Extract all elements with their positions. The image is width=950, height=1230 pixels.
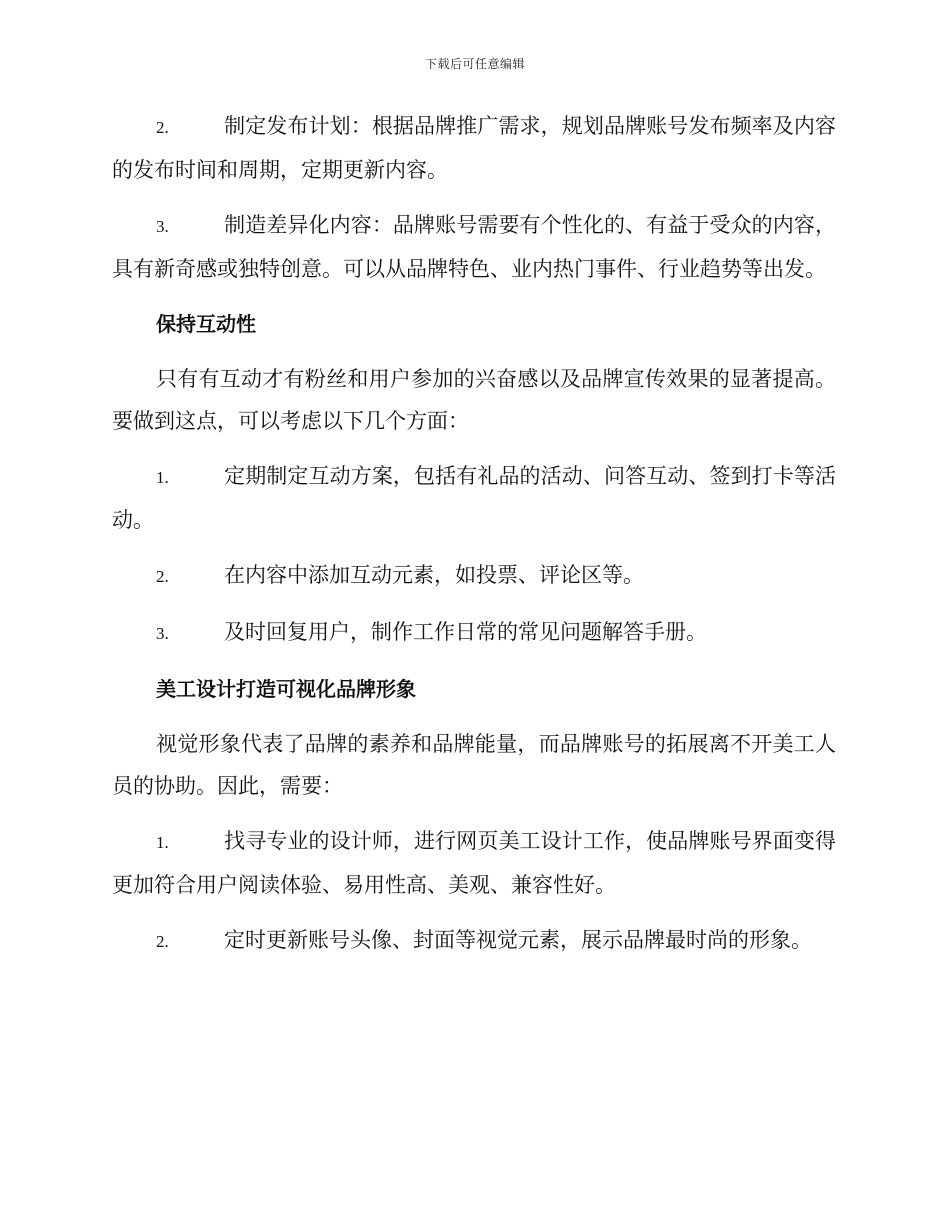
list-item <box>112 919 836 963</box>
list-item <box>112 554 836 598</box>
list-number: 1. <box>156 833 169 852</box>
list-text: 及时回复用户，制作工作日常的常见问题解答手册。 <box>224 620 707 644</box>
list-number: 3. <box>156 624 169 643</box>
list-item <box>112 105 836 191</box>
list-text: 制造差异化内容：品牌账号需要有个性化的、有益于受众的内容，具有新奇感或独特创意。可以从品牌特色、业内热门事件、行业趋势等出发。 <box>112 213 836 281</box>
list-number: 3. <box>156 217 169 236</box>
list-item <box>112 611 836 655</box>
list-text: 制定发布计划：根据品牌推广需求，规划品牌账号发布频率及内容的发布时间和周期，定期更新内容。 <box>112 114 836 182</box>
list-item <box>112 455 836 541</box>
list-item <box>112 204 836 290</box>
list-number: 2. <box>156 118 169 137</box>
document-body <box>112 105 836 976</box>
page-header: 下载后可任意编辑 <box>424 57 525 71</box>
list-text: 找寻专业的设计师，进行网页美工设计工作，使品牌账号界面变得更加符合用户阅读体验、易用性高、美观、兼容性好。 <box>112 829 836 897</box>
list-text: 在内容中添加互动元素，如投票、评论区等。 <box>224 563 644 587</box>
list-number: 1. <box>156 468 169 487</box>
section-heading: 美工设计打造可视化品牌形象 <box>156 677 416 701</box>
list-item <box>112 820 836 906</box>
list-number: 2. <box>156 932 169 951</box>
list-text: 定期制定互动方案，包括有礼品的活动、问答互动、签到打卡等活动。 <box>112 464 836 532</box>
list-number: 2. <box>156 567 169 586</box>
paragraph: 视觉形象代表了品牌的素养和品牌能量，而品牌账号的拓展离不开美工人员的协助。因此，需要： <box>112 732 836 798</box>
paragraph: 只有有互动才有粉丝和用户参加的兴奋感以及品牌宣传效果的显著提高。要做到这点，可以考虑以下几个方面： <box>112 367 836 433</box>
section-heading: 保持互动性 <box>156 312 256 336</box>
list-text: 定时更新账号头像、封面等视觉元素，展示品牌最时尚的形象。 <box>224 928 812 952</box>
